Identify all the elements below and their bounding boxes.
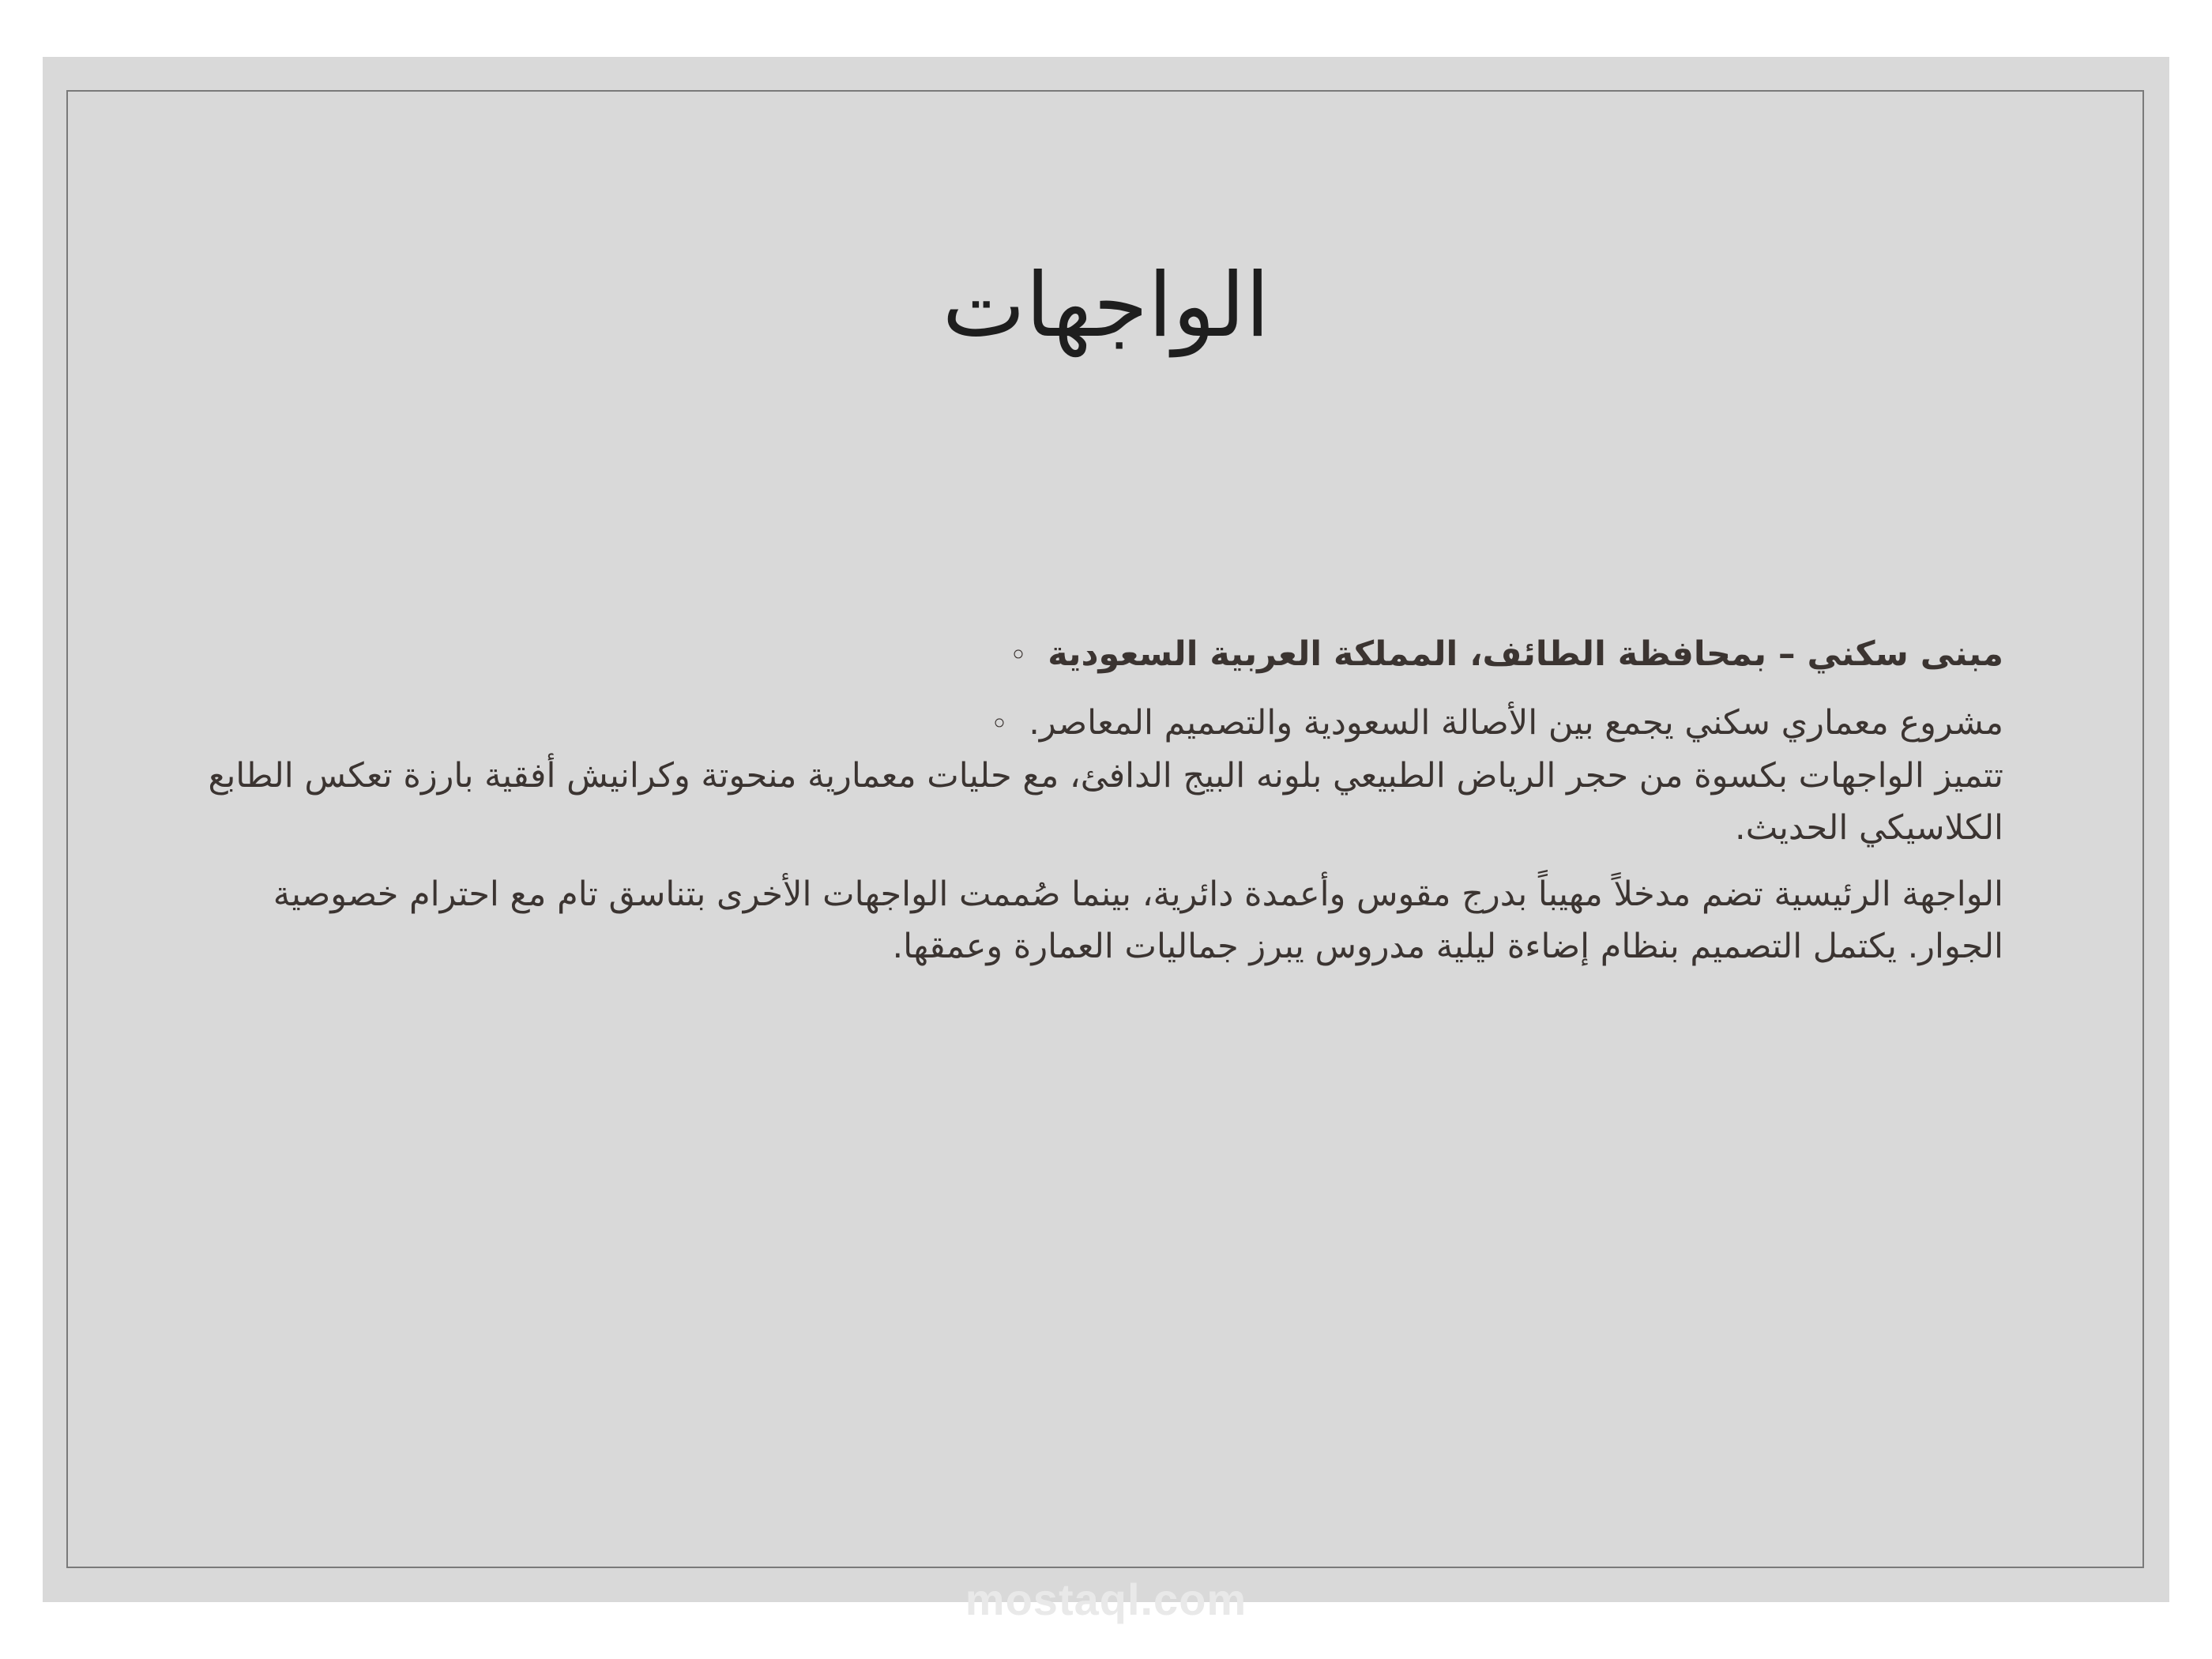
project-heading xyxy=(186,628,2003,681)
watermark: mostaql.com xyxy=(965,1574,1247,1624)
project-intro-text: مشروع معماري سكني يجمع بين الأصالة السعودية والتصميم المعاصر. xyxy=(1029,703,2003,743)
project-intro xyxy=(186,697,2003,854)
bullet-icon: ◦ xyxy=(1009,638,1028,672)
bullet-icon: ◦ xyxy=(990,706,1009,741)
main-facade-text: الواجهة الرئيسية تضم مدخلاً مهيباً بدرج مقوس وأعمدة دائرية، بينما صُممت الواجهات الأخرى بتناسق تام مع احترام خصوصية الجوار. يكتمل التصميم بنظام إضاءة ليلية مدروس يبرز جماليات العمارة وعمقها. xyxy=(273,875,2003,966)
slide-title: الواجهات xyxy=(942,254,1270,357)
main-facade-paragraph xyxy=(186,868,2003,972)
slide-content xyxy=(186,628,2003,987)
facade-materials-text: تتميز الواجهات بكسوة من حجر الرياض الطبيعي بلونه البيج الدافئ، مع حليات معمارية منحوتة وكرانيش أفقية بارزة تعكس الطابع الكلاسيكي الحديث. xyxy=(208,756,2003,848)
project-heading-text: مبنى سكني – بمحافظة الطائف، المملكة العربية السعودية xyxy=(1048,634,2003,674)
